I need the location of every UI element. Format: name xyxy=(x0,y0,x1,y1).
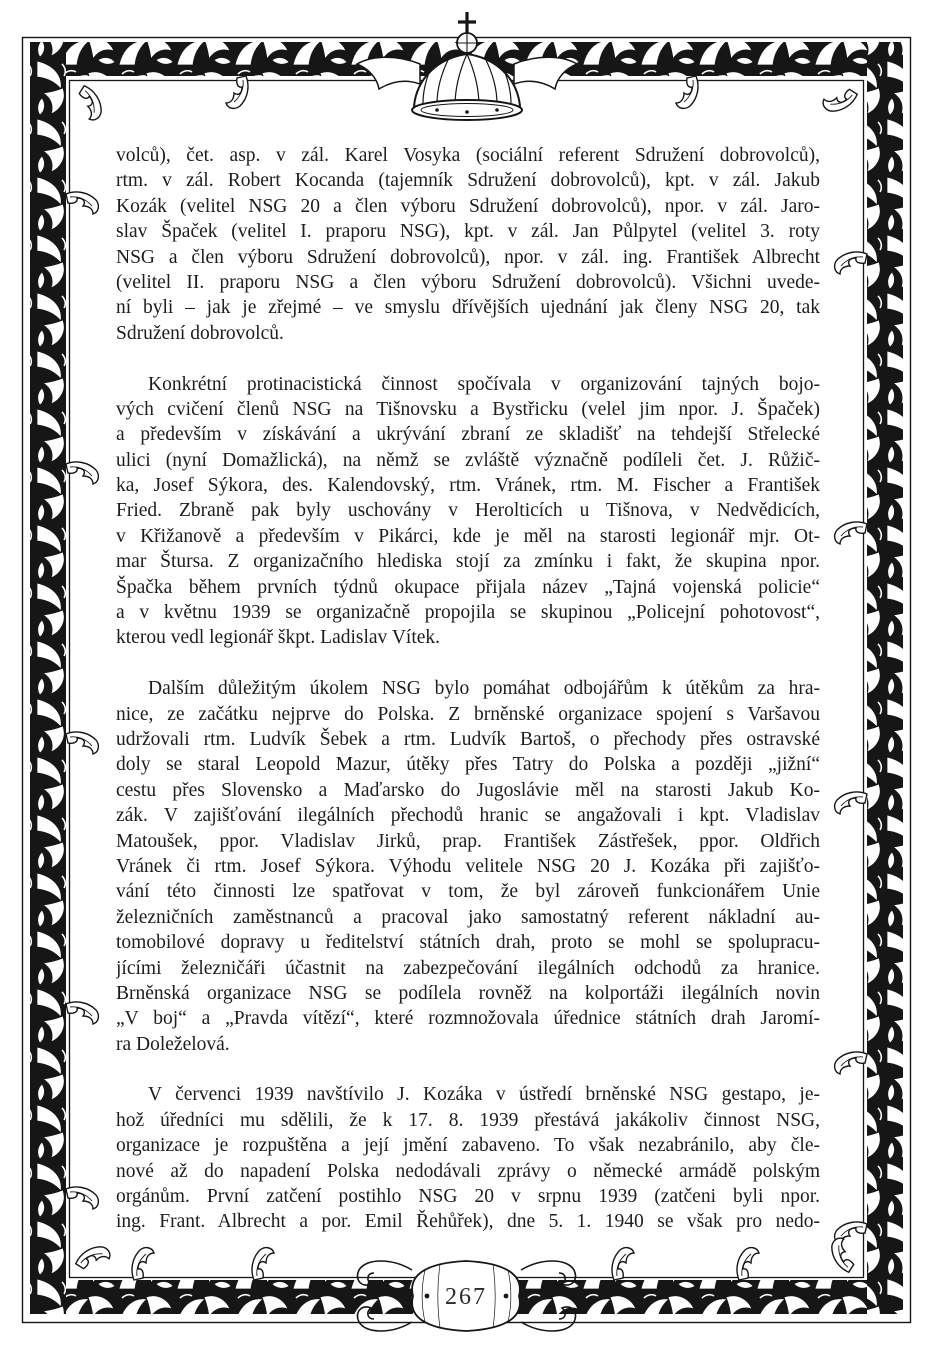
text-line: NSG a člen výboru Sdružení dobrovolců), npor. v zál. ing. František Albrecht xyxy=(116,246,820,268)
text-line: ka, Josef Sýkora, des. Kalendovský, rtm. Vránek, rtm. M. Fischer a František xyxy=(116,475,820,497)
text-line: jícími železničáři účastnit na zabezpečování ilegálních odchodů za hranice. xyxy=(116,957,820,979)
text-line: zák. V zajišťování ilegálních přechodů hranic se angažovali i kpt. Vladislav xyxy=(116,805,820,827)
text-line: a především v získávání a ukrývání zbraní ze skladišť na tehdejší Střelecké xyxy=(116,424,820,446)
text-line: Špačka během prvních týdnů okupace přijala název „Tajná vojenská policie“ xyxy=(116,576,820,598)
text-line: tomobilové dopravy u ředitelství státních drah, proto se mohl se spolupracu- xyxy=(116,932,820,954)
text-line: cestu přes Slovensko a Maďarsko do Jugoslávie měl na starosti Jakub Ko- xyxy=(116,779,820,801)
text-line: v Křižanově a především v Pikárci, kde je měl na starosti legionář mjr. Ot- xyxy=(116,525,820,547)
text-line: vání této činnosti lze spatřovat v tom, že byl zároveň funkcionářem Unie xyxy=(116,881,820,903)
text-line: volců), čet. asp. v zál. Karel Vosyka (sociální referent Sdružení dobrovolců), xyxy=(116,145,820,166)
text-line: Konkrétní protinacistická činnost spočívala v organizování tajných bojo- xyxy=(148,373,820,395)
text-line: Fried. Zbraně pak byly uschovány v Herolticích u Tišnova, v Nedvědicích, xyxy=(116,500,820,522)
text-line: Matoušek, ppor. Vladislav Jirků, prap. František Zástřešek, ppor. Oldřich xyxy=(116,830,820,852)
paragraph xyxy=(116,676,820,1057)
text-line: „V boj“ a „Pravda vítězí“, které rozmnožovala úřednice státních drah Jaromí- xyxy=(116,1008,820,1030)
text-line: udržovali rtm. Ludvík Šebek a rtm. Ludvík Bartoš, o přechody přes ostravské xyxy=(116,728,820,750)
text-line: orgánům. První zatčení postihlo NSG 20 v srpnu 1939 (zatčeni byli npor. xyxy=(116,1186,820,1208)
text-line: Dalším důležitým úkolem NSG bylo pomáhat odbojářům k útěkům za hra- xyxy=(148,678,820,700)
text-line: vých cvičení členů NSG na Tišnovsku a Bystřicku (velel jim npor. J. Špaček) xyxy=(116,398,820,420)
text-line: Kozák (velitel NSG 20 a člen výboru Sdružení dobrovolců), npor. v zál. Jaro- xyxy=(116,195,820,217)
text-line: Vránek či rtm. Josef Sýkora. Výhodu velitele NSG 20 J. Kozáka při zajišťo- xyxy=(116,855,820,877)
text-line: hož úředníci mu sdělili, že k 17. 8. 1939 přestává jakákoliv činnost NSG, xyxy=(116,1109,820,1131)
paragraph xyxy=(116,372,820,651)
text-line: doly se staral Leopold Mazur, útěky přes Tatry do Polska a později „jižní“ xyxy=(116,754,820,776)
text-line: nové až do napadení Polska nedodávali zprávy o německé armádě polským xyxy=(116,1160,820,1182)
paragraph xyxy=(116,1082,820,1234)
text-line: Sdružení dobrovolců. xyxy=(116,322,284,344)
text-line: ra Doleželová. xyxy=(116,1033,230,1055)
text-line: železničních zaměstnanců a pracoval jako samostatný referent nákladní au- xyxy=(116,906,820,928)
text-line: (velitel II. praporu NSG a člen výboru Sdružení dobrovolců). Všichni uvede- xyxy=(116,271,820,293)
text-line: ulici (nyní Domažlická), na němž se zvláště význačně podíleli čet. J. Růžič- xyxy=(116,449,820,471)
text-line: V červenci 1939 navštívilo J. Kozáka v ústředí brněnské NSG gestapo, je- xyxy=(148,1084,820,1106)
text-line: mar Štursa. Z organizačního hlediska stojí za zmínku i fakt, že skupina npor. xyxy=(116,551,820,573)
text-line: rtm. v zál. Robert Kocanda (tajemník Sdružení dobrovolců), kpt. v zál. Jakub xyxy=(116,170,820,192)
page-text xyxy=(116,143,820,1260)
text-line: ní byli – jak je zřejmé – ve smyslu dřívějších ujednání jak členy NSG 20, tak xyxy=(116,297,820,319)
text-line: kterou vedl legionář škpt. Ladislav Vítek. xyxy=(116,627,441,649)
crown-icon xyxy=(357,12,577,120)
text-line: ing. Frant. Albrecht a por. Emil Řehůřek), dne 5. 1. 1940 se však pro nedo- xyxy=(116,1211,820,1233)
text-line: slav Špaček (velitel I. praporu NSG), kpt. v zál. Jan Půlpytel (velitel 3. roty xyxy=(116,221,820,243)
page-number: 267 xyxy=(445,1284,487,1310)
text-line: a v květnu 1939 se organizačně propojila se skupinou „Policejní pohotovost“, xyxy=(116,602,820,624)
text-line: Brněnská organizace NSG se podílela rovněž na kolportáži ilegálních novin xyxy=(116,982,820,1004)
paragraph xyxy=(116,143,820,346)
text-line: nice, ze začátku nejprve do Polska. Z brněnské organizace spojení s Varšavou xyxy=(116,703,820,725)
text-line: organizace je rozpuštěna a její jmění zabaveno. To však nezabránilo, aby čle- xyxy=(116,1135,820,1157)
